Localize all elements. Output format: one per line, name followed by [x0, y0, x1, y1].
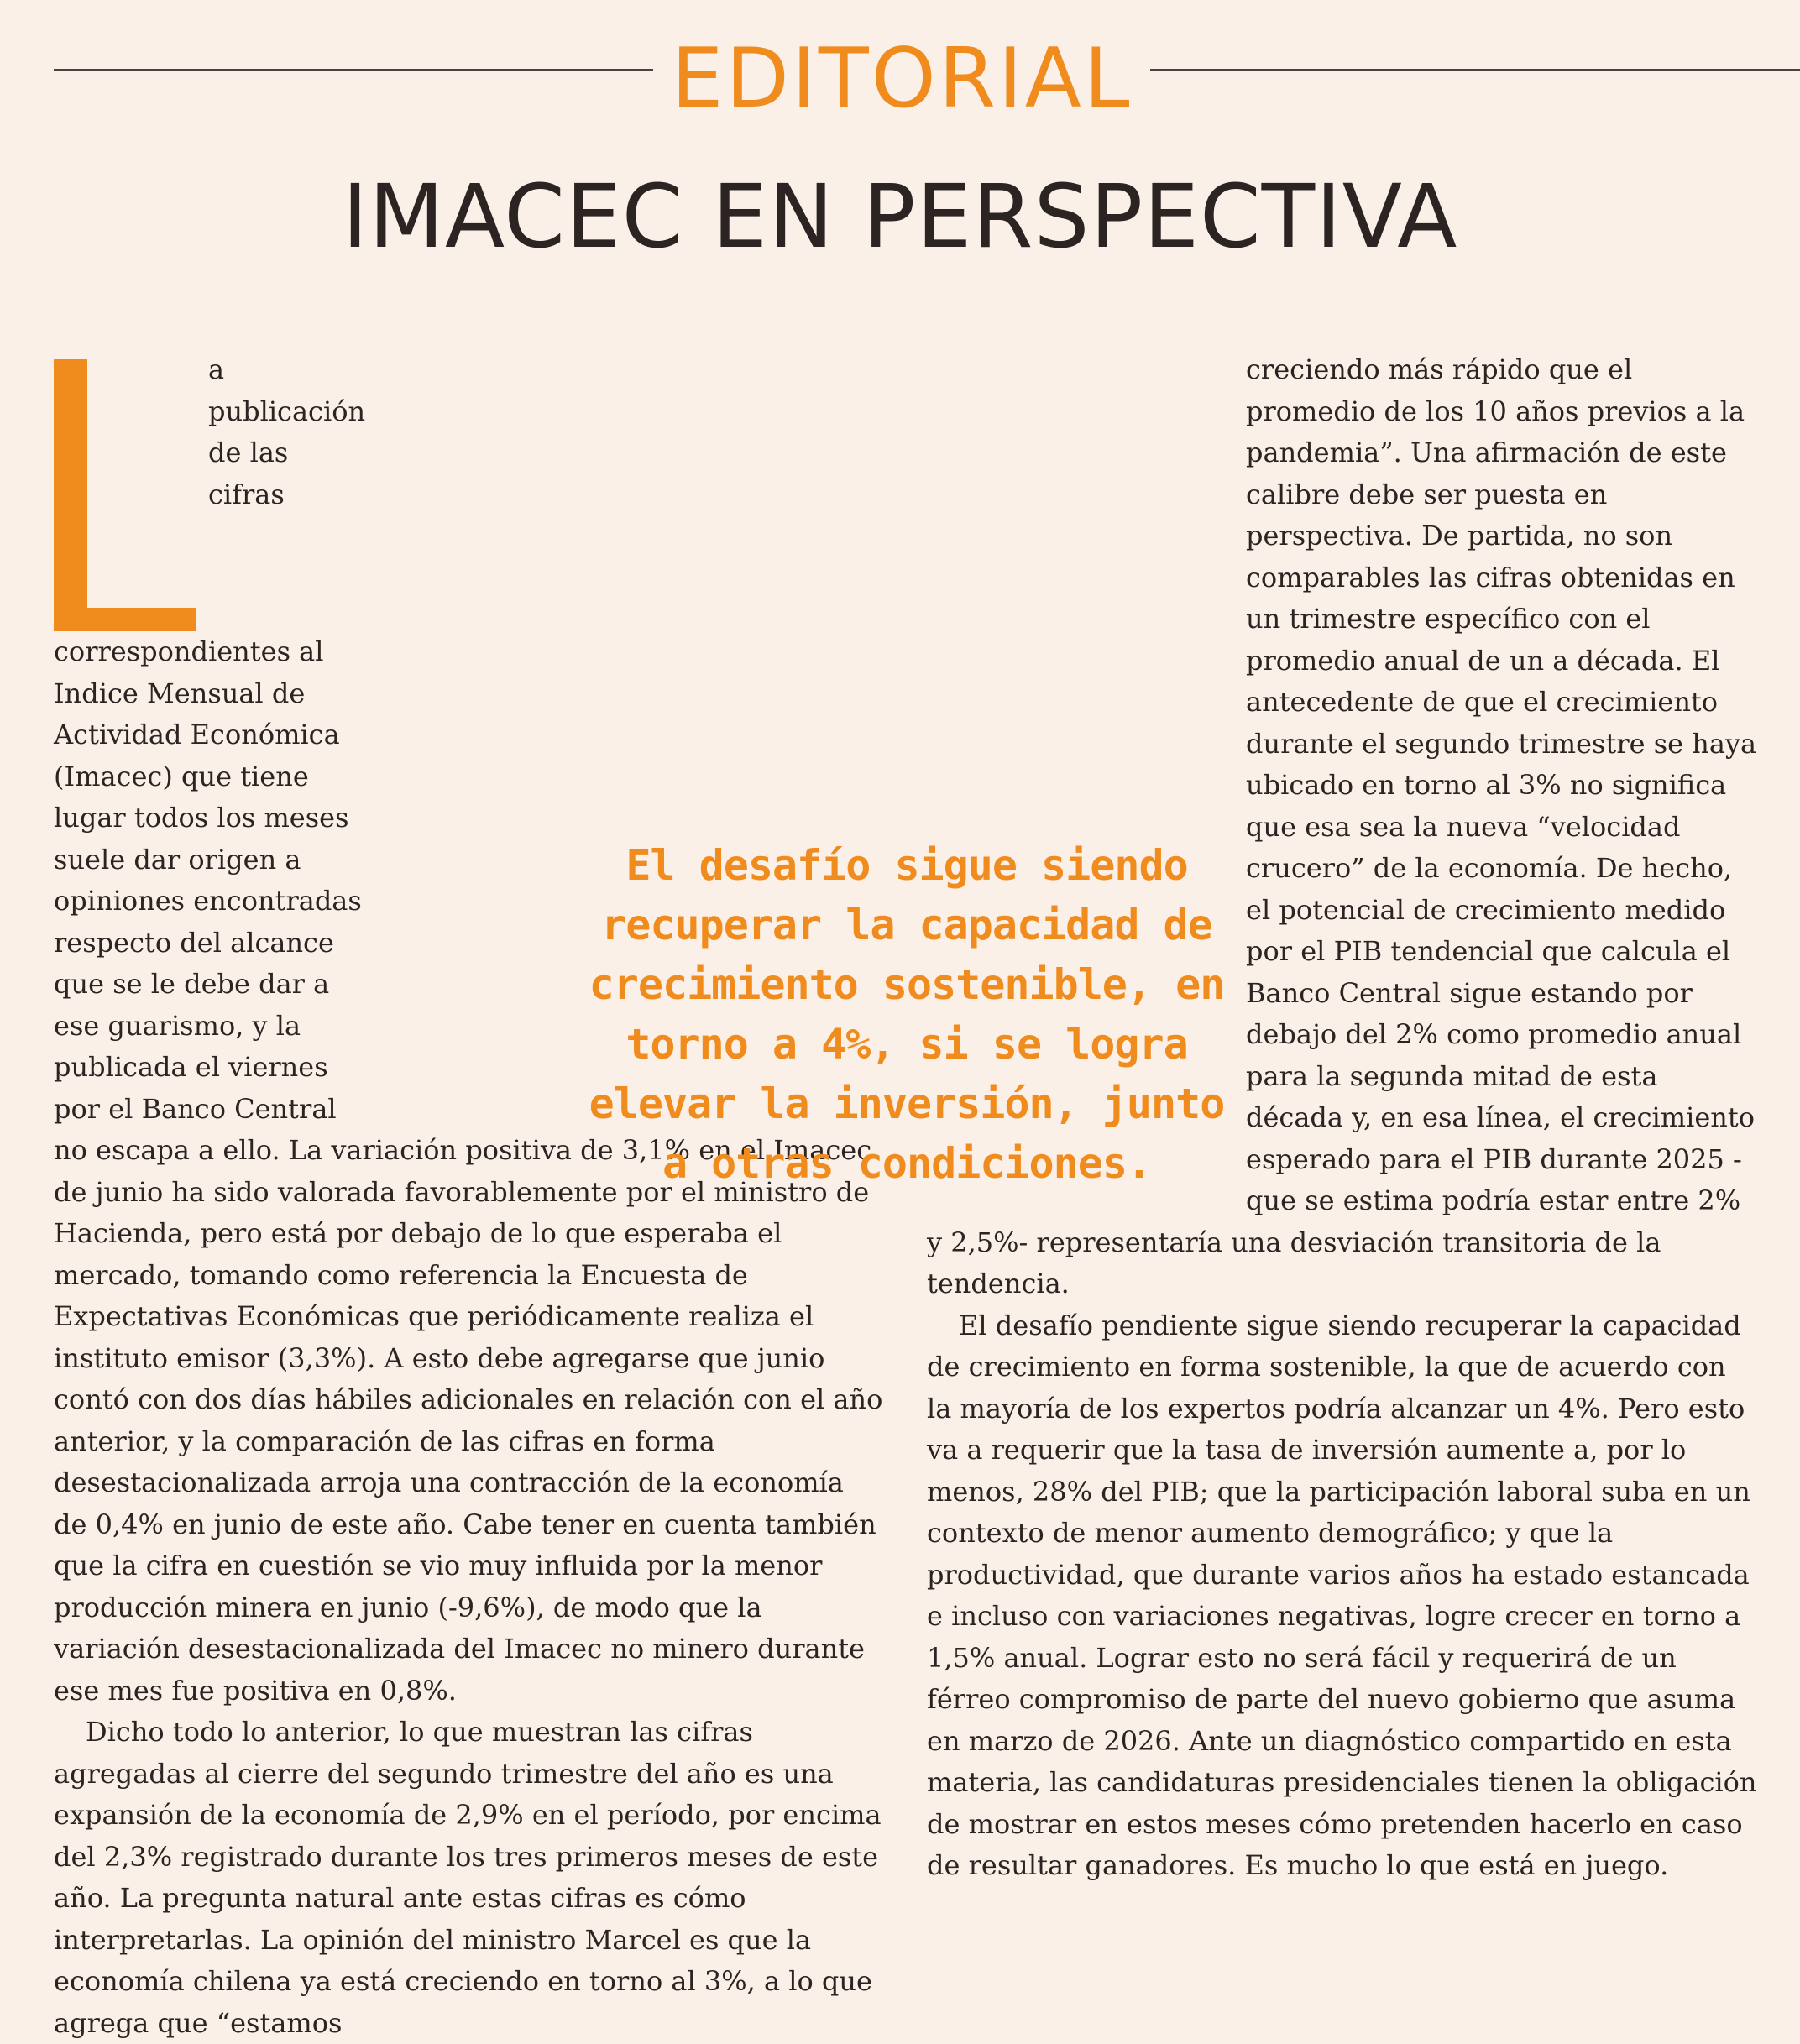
drop-cap: [54, 359, 196, 631]
article-paragraph: creciendo más rápido que el promedio de los 10 años previos a la pandemia”. Una afirmación de este calibre debe ser puesta en perspectiva. De partida, no son comparables las cifras obtenidas en un trimestre específico con el promedio anual de un a década. El antecedente de que el crecimiento durante el segundo trimestre se haya ubicado en torno al 3% no significa que esa sea la nueva “velocidad crucero” de la economía. De hecho, el potencial de crecimiento medido por el PIB tendencial que calcula el Banco Central sigue estando por debajo del 2% como promedio anual para la segunda mitad de esta década y, en esa línea, el crecimiento esperado para el PIB durante 2025 -que se estima podría estar entre 2% y 2,5%- representaría una desviación transitoria de la tendencia.: [927, 353, 1757, 1299]
section-label: EDITORIAL: [671, 31, 1133, 127]
pull-quote: El desafío sigue siendo recuperar la capacidad de crecimiento sostenible, en torno a 4%, si se logra elevar la inversión, junto a otras condiciones.: [589, 841, 1225, 1188]
article-paragraph: Dicho todo lo anterior, lo que muestran las cifras agregadas al cierre del segundo trimestre del año es una expansión de la economía de 2,9% en el período, por encima del 2,3% registrado durante los tres primeros meses de este año. La pregunta natural ante estas cifras es cómo interpretarlas. La opinión del ministro Marcel es que la economía chilena ya está creciendo en torno al 3%, a lo que agrega que “estamos: [54, 1716, 882, 2039]
article-column-left: [54, 349, 885, 2044]
drop-cap-letter: [54, 359, 55, 360]
section-rule-right: [1150, 69, 1800, 71]
headline: IMACEC EN PERSPECTIVA: [342, 165, 1458, 268]
article-paragraph: a publicación de las cifras correspondientes al Indice Mensual de Actividad Económica (Imacec) que tiene lugar todos los meses suele dar origen a opiniones encontradas respecto del alcance que se le debe dar a ese guarismo, y la publicada el viernes por el Banco Central no escapa a ello. La variación positiva de 3,1% en el Imacec de junio ha sido valorada favorablemente por el ministro de Hacienda, pero está por debajo de lo que esperaba el mercado, tomando como referencia la Encuesta de Expectativas Económicas que periódicamente realiza el instituto emisor (3,3%). A esto debe agregarse que junio contó con dos días hábiles adicionales en relación con el año anterior, y la comparación de las cifras en forma desestacionalizada arroja una contracción de la economía de 0,4% en junio de este año. Cabe tener en cuenta también que la cifra en cuestión se vio muy influida por la menor producción minera en junio (-9,6%), de modo que la variación desestacionalizada del Imacec no minero durante ese mes fue positiva en 0,8%.: [54, 353, 883, 1707]
section-rule-left: [54, 69, 653, 71]
drop-cap-foot: [54, 608, 196, 631]
article-paragraph: El desafío pendiente sigue siendo recuperar la capacidad de crecimiento en forma sostenible, la que de acuerdo con la mayoría de los expertos podría alcanzar un 4%. Pero esto va a requerir que la tasa de inversión aumente a, por lo menos, 28% del PIB; que la participación laboral suba en un contexto de menor aumento demográfico; y que la productividad, que durante varios años ha estado estancada e incluso con variaciones negativas, logre crecer en torno a 1,5% anual. Lograr esto no será fácil y requerirá de un férreo compromiso de parte del nuevo gobierno que asuma en marzo de 2026. Ante un diagnóstico compartido en esta materia, las candidaturas presidenciales tienen la obligación de mostrar en estos meses cómo pretenden hacerlo en caso de resultar ganadores. Es mucho lo que está en juego.: [927, 1309, 1757, 1881]
drop-cap-stem: [54, 359, 87, 631]
